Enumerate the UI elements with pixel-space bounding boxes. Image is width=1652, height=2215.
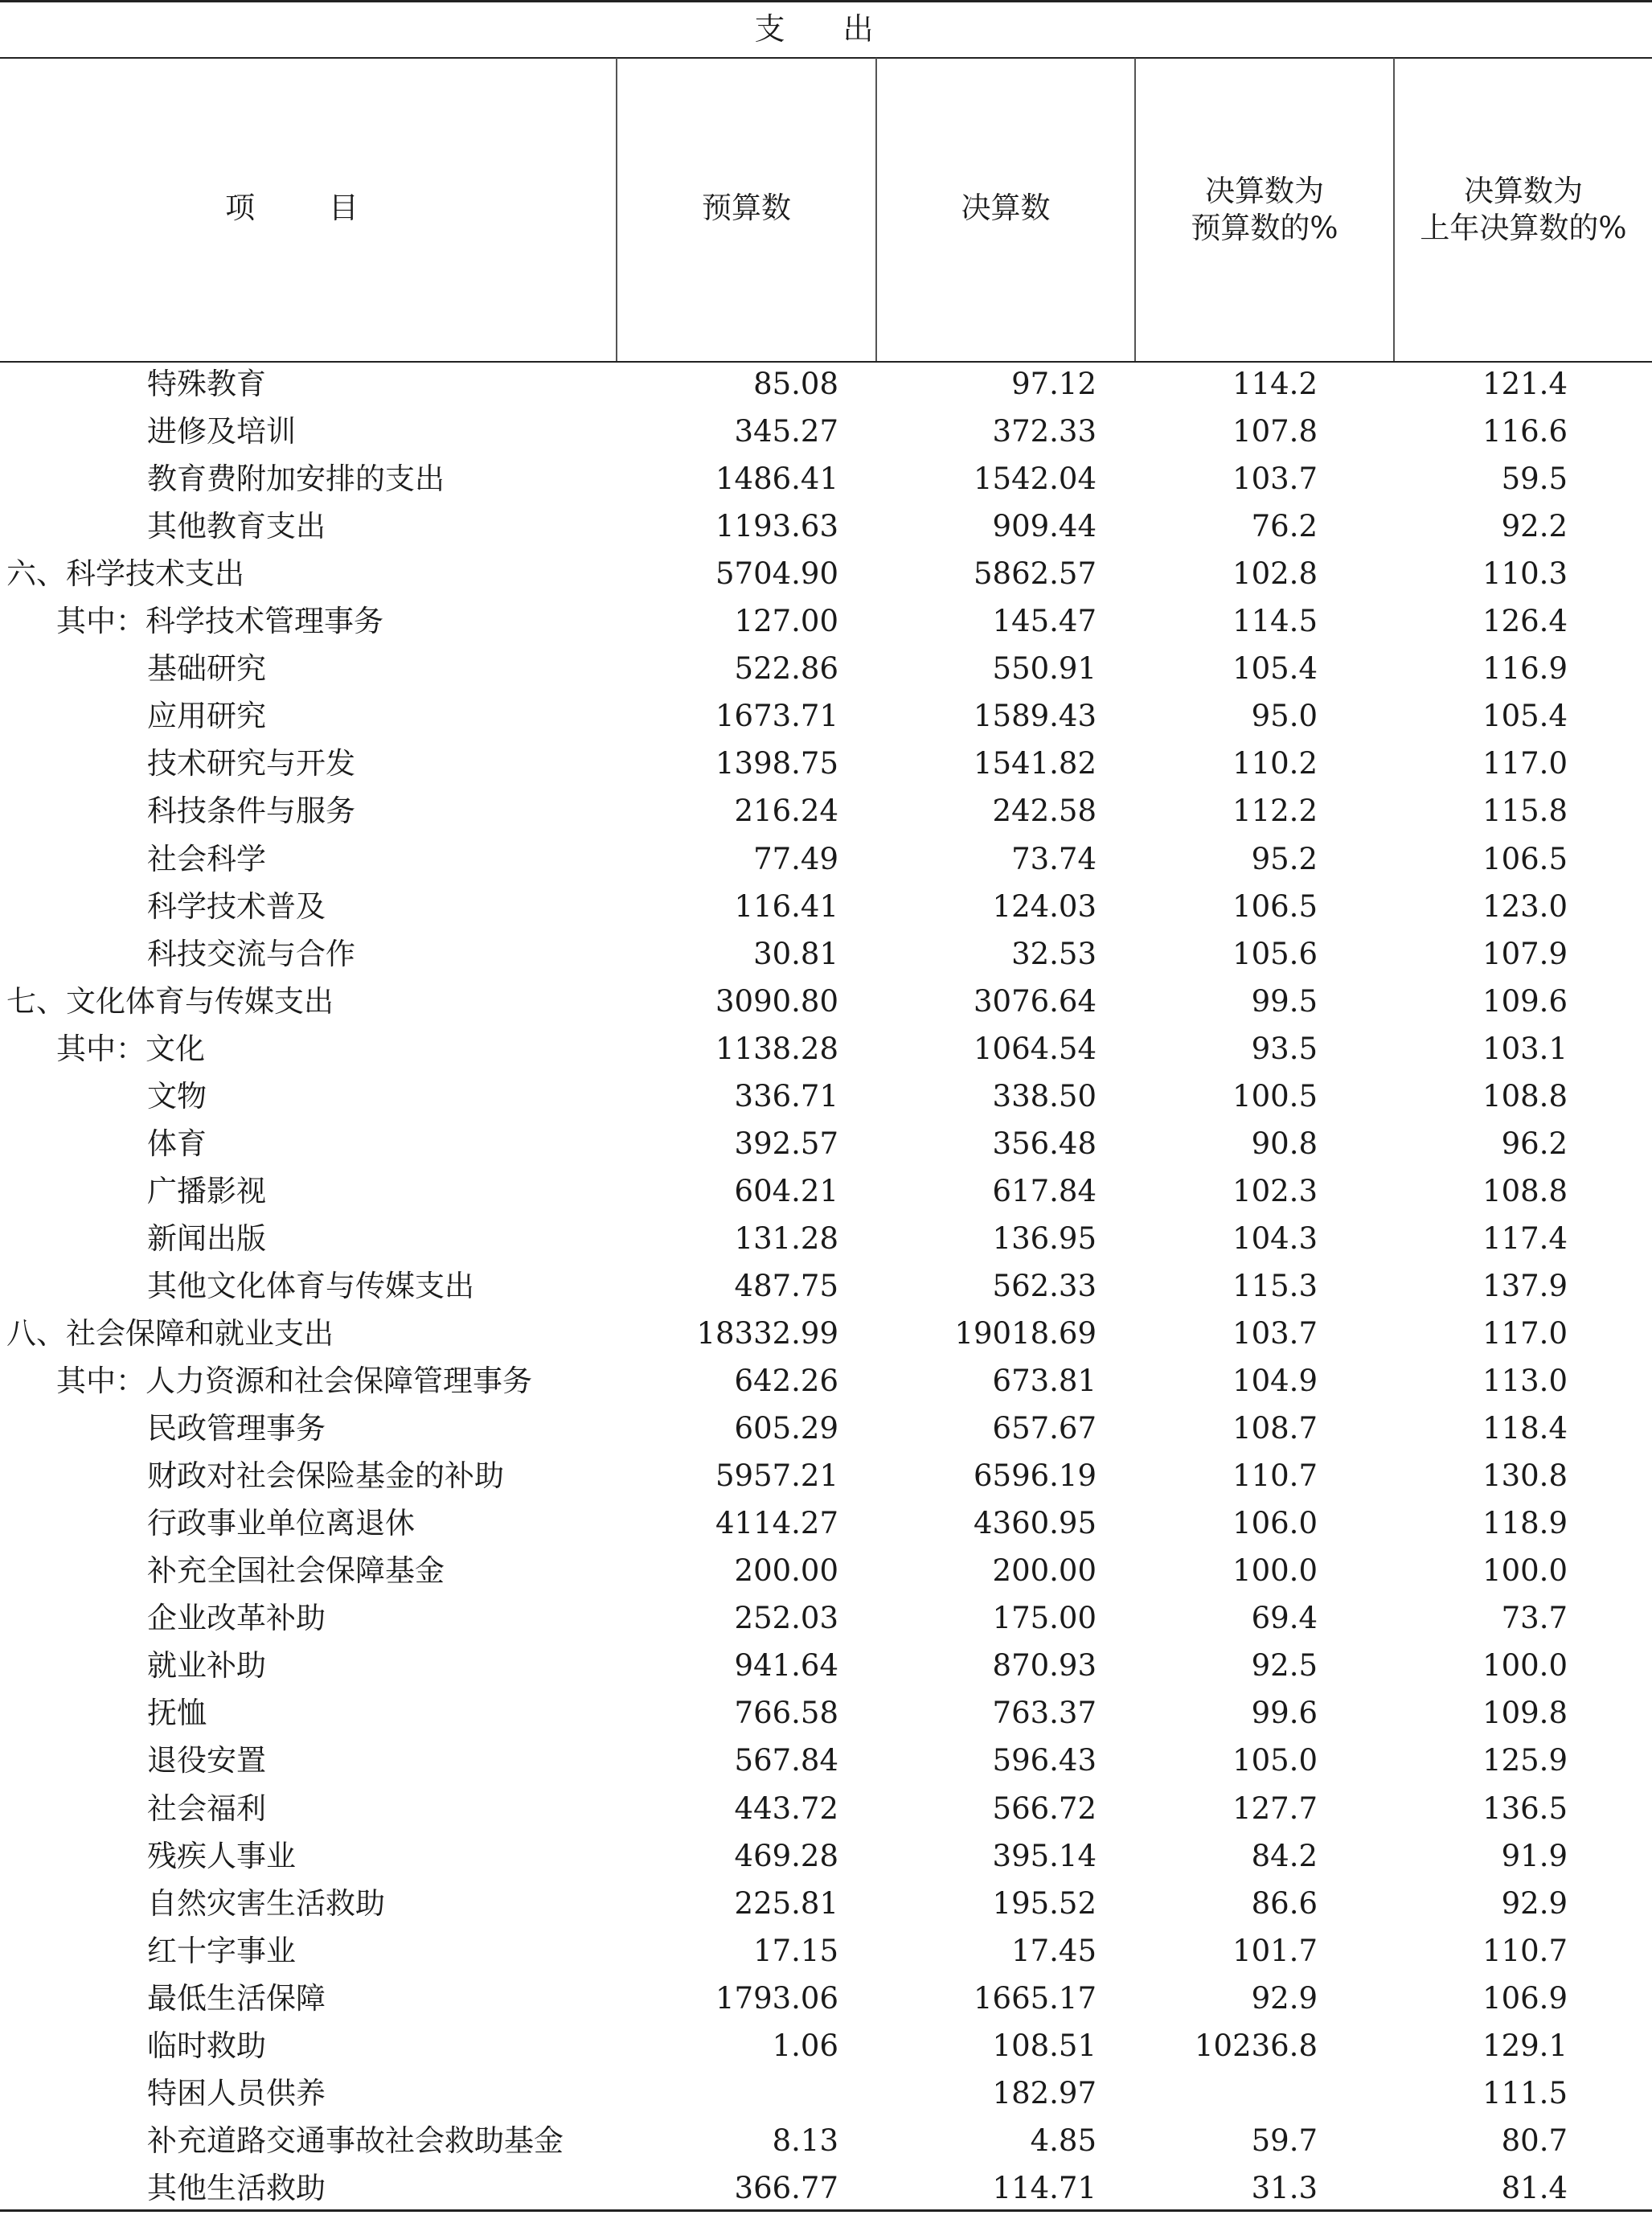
pct-budget-cell: 10236.8 [1194,2028,1318,2063]
table-row [0,978,1652,1025]
pct-budget-cell: 104.9 [1232,1364,1318,1399]
pct-budget-cell: 59.7 [1251,2123,1318,2158]
final-cell: 124.03 [992,888,1097,924]
table-row [0,883,1652,930]
pct-budget-cell: 110.7 [1232,1458,1318,1494]
table-row [0,1025,1652,1073]
final-cell: 73.74 [1011,841,1097,876]
final-cell: 673.81 [992,1364,1097,1399]
pct-budget-cell: 86.6 [1251,1885,1318,1921]
item-label: 基础研究 [147,651,266,687]
table-row [0,1405,1652,1452]
budget-cell: 1193.63 [715,509,838,544]
table-row [0,1499,1652,1547]
table-row [0,787,1652,835]
table-row [0,1357,1652,1405]
budget-cell: 1.06 [772,2028,838,2063]
table-row [0,550,1652,597]
pct-prev-cell: 123.0 [1482,888,1568,924]
item-label: 科技条件与服务 [147,794,355,829]
budget-cell: 1793.06 [715,1980,838,2016]
table-row [0,2117,1652,2164]
budget-cell: 200.00 [734,1553,838,1589]
budget-cell: 225.81 [734,1885,838,1921]
final-cell: 114.71 [992,2170,1097,2205]
pct-prev-cell: 91.9 [1501,1838,1568,1873]
item-label: 红十字事业 [147,1933,296,1968]
pct-budget-cell: 99.5 [1251,983,1318,1019]
item-label: 科学技术普及 [147,888,326,924]
table-row [0,502,1652,550]
budget-cell: 131.28 [734,1220,838,1256]
table-row [0,1452,1652,1499]
table-row [0,1880,1652,1927]
final-cell: 1665.17 [973,1980,1097,2016]
final-cell: 909.44 [992,509,1097,544]
pct-budget-cell: 106.5 [1232,888,1318,924]
table-title: 支 出 [754,11,898,47]
final-cell: 195.52 [992,1885,1097,1921]
pct-prev-cell: 100.0 [1482,1553,1568,1589]
budget-cell: 3090.80 [715,983,838,1019]
pct-budget-cell: 112.2 [1232,794,1318,829]
item-label: 文物 [147,1078,207,1114]
final-cell: 617.84 [992,1173,1097,1208]
table-row [0,2164,1652,2212]
final-cell: 338.50 [992,1078,1097,1114]
final-cell: 562.33 [992,1268,1097,1303]
pct-prev-cell: 103.1 [1482,1031,1568,1066]
table-row [0,930,1652,978]
final-cell: 200.00 [992,1553,1097,1589]
title-divider [0,57,1652,59]
item-label: 民政管理事务 [147,1411,326,1446]
pct-budget-cell: 92.9 [1251,1980,1318,2016]
final-cell: 1541.82 [973,746,1097,781]
table-row [0,692,1652,740]
pct-prev-cell: 137.9 [1482,1268,1568,1303]
pct-budget-cell: 90.8 [1251,1126,1318,1161]
final-cell: 175.00 [992,1601,1097,1636]
final-cell: 1064.54 [973,1031,1097,1066]
header-pct-budget-line2: 预算数的% [1191,211,1338,245]
final-cell: 242.58 [992,794,1097,829]
pct-prev-cell: 59.5 [1501,461,1568,497]
item-label: 广播影视 [147,1173,266,1208]
item-label: 特殊教育 [147,367,266,401]
table-row [0,408,1652,455]
budget-cell: 77.49 [753,841,838,876]
pct-prev-cell: 105.4 [1482,699,1568,734]
final-cell: 4360.95 [973,1506,1097,1541]
pct-prev-cell: 117.0 [1482,1316,1568,1351]
pct-budget-cell: 115.3 [1232,1268,1318,1303]
budget-cell: 4114.27 [715,1506,838,1541]
pct-budget-cell: 102.8 [1232,556,1318,592]
item-label: 临时救助 [147,2028,266,2063]
pct-budget-cell: 76.2 [1251,509,1318,544]
table-row [0,1737,1652,1784]
budget-cell: 216.24 [734,794,838,829]
item-label: 社会科学 [147,841,266,876]
item-label: 其中：人力资源和社会保障管理事务 [56,1364,532,1399]
pct-budget-cell: 105.0 [1232,1743,1318,1778]
final-cell: 566.72 [992,1790,1097,1826]
budget-cell: 5957.21 [715,1458,838,1494]
item-label: 自然灾害生活救助 [147,1885,385,1921]
pct-budget-cell: 95.0 [1251,699,1318,734]
item-label: 特困人员供养 [147,2075,326,2110]
pct-budget-cell: 104.3 [1232,1220,1318,1256]
item-label: 技术研究与开发 [147,746,355,781]
pct-prev-cell: 136.5 [1482,1790,1568,1826]
bottom-border [0,2209,1652,2212]
pct-budget-cell: 110.2 [1232,746,1318,781]
table-row [0,645,1652,692]
final-cell: 145.47 [992,604,1097,639]
budget-cell: 392.57 [734,1126,838,1161]
item-label: 就业补助 [147,1648,266,1684]
header-pct-prev-line1: 决算数为 [1464,174,1583,208]
table-row [0,2022,1652,2069]
item-label: 应用研究 [147,699,266,734]
final-cell: 395.14 [992,1838,1097,1873]
pct-budget-cell: 108.7 [1232,1411,1318,1446]
item-label: 其中：科学技术管理事务 [56,604,383,639]
budget-cell: 469.28 [734,1838,838,1873]
table-row [0,360,1652,408]
final-cell: 3076.64 [973,983,1097,1019]
item-label: 其他生活救助 [147,2170,326,2205]
final-cell: 108.51 [992,2028,1097,2063]
budget-cell: 1486.41 [715,461,838,497]
pct-budget-cell: 106.0 [1232,1506,1318,1541]
pct-prev-cell: 115.8 [1482,794,1568,829]
pct-prev-cell: 109.6 [1482,983,1568,1019]
pct-prev-cell: 116.9 [1482,651,1568,687]
item-label: 补充道路交通事故社会救助基金 [147,2123,564,2158]
pct-budget-cell: 92.5 [1251,1648,1318,1684]
table-row [0,597,1652,645]
budget-cell: 336.71 [734,1078,838,1114]
final-cell: 32.53 [1011,936,1097,971]
table-row [0,1547,1652,1594]
final-cell: 182.97 [992,2075,1097,2110]
item-label: 进修及培训 [147,414,296,449]
item-label: 八、社会保障和就业支出 [6,1316,334,1351]
budget-cell: 366.77 [734,2170,838,2205]
pct-prev-cell: 92.2 [1501,509,1568,544]
pct-prev-cell: 108.8 [1482,1173,1568,1208]
pct-budget-cell: 100.5 [1232,1078,1318,1114]
item-label: 六、科学技术支出 [6,556,244,592]
pct-prev-cell: 111.5 [1482,2075,1568,2110]
budget-cell: 252.03 [734,1601,838,1636]
final-cell: 136.95 [992,1220,1097,1256]
pct-prev-cell: 121.4 [1482,367,1568,401]
pct-budget-cell: 127.7 [1232,1790,1318,1826]
pct-budget-cell: 31.3 [1251,2170,1318,2205]
pct-budget-cell: 114.2 [1232,367,1318,401]
budget-cell: 8.13 [772,2123,838,2158]
item-label: 新闻出版 [147,1220,266,1256]
final-cell: 4.85 [1030,2123,1097,2158]
header-pct-prev-line2: 上年决算数的% [1420,211,1627,245]
final-cell: 372.33 [992,414,1097,449]
budget-cell: 766.58 [734,1696,838,1731]
pct-budget-cell: 103.7 [1232,461,1318,497]
table-row [0,1785,1652,1832]
budget-cell: 1138.28 [715,1031,838,1066]
item-label: 科技交流与合作 [147,936,355,971]
item-label: 七、文化体育与传媒支出 [6,983,334,1019]
budget-cell: 30.81 [753,936,838,971]
pct-budget-cell: 105.4 [1232,651,1318,687]
final-cell: 657.67 [992,1411,1097,1446]
table-row [0,1215,1652,1262]
table-row [0,1310,1652,1357]
table-row [0,1927,1652,1975]
table-row [0,2069,1652,2117]
final-cell: 356.48 [992,1126,1097,1161]
item-label: 残疾人事业 [147,1838,296,1873]
item-label: 教育费附加安排的支出 [147,461,445,497]
pct-budget-cell: 102.3 [1232,1173,1318,1208]
table-row [0,1262,1652,1310]
item-label: 最低生活保障 [147,1980,326,2016]
final-cell: 1542.04 [973,461,1097,497]
budget-cell: 1398.75 [715,746,838,781]
pct-prev-cell: 92.9 [1501,1885,1568,1921]
final-cell: 19018.69 [954,1316,1097,1351]
table-row [0,1642,1652,1689]
budget-cell: 567.84 [734,1743,838,1778]
item-label: 体育 [147,1126,207,1161]
budget-cell: 487.75 [734,1268,838,1303]
pct-prev-cell: 100.0 [1482,1648,1568,1684]
budget-cell: 605.29 [734,1411,838,1446]
table-row [0,1073,1652,1120]
pct-budget-cell: 101.7 [1232,1933,1318,1968]
pct-prev-cell: 80.7 [1501,2123,1568,2158]
item-label: 抚恤 [147,1696,207,1731]
pct-prev-cell: 118.9 [1482,1506,1568,1541]
header-pct-budget [1136,173,1393,247]
pct-budget-cell: 100.0 [1232,1553,1318,1589]
pct-budget-cell: 95.2 [1251,841,1318,876]
pct-budget-cell: 99.6 [1251,1696,1318,1731]
item-label: 退役安置 [147,1743,266,1778]
pct-prev-cell: 126.4 [1482,604,1568,639]
item-label: 企业改革补助 [147,1601,326,1636]
item-label: 行政事业单位离退休 [147,1506,415,1541]
table-row [0,1167,1652,1215]
final-cell: 5862.57 [973,556,1097,592]
pct-budget-cell: 93.5 [1251,1031,1318,1066]
budget-cell: 17.15 [753,1933,838,1968]
pct-prev-cell: 73.7 [1501,1601,1568,1636]
pct-prev-cell: 106.5 [1482,841,1568,876]
pct-prev-cell: 129.1 [1482,2028,1568,2063]
final-cell: 870.93 [992,1648,1097,1684]
budget-cell: 85.08 [753,367,838,401]
budget-cell: 345.27 [734,414,838,449]
pct-prev-cell: 130.8 [1482,1458,1568,1494]
table-row [0,1120,1652,1167]
final-cell: 596.43 [992,1743,1097,1778]
item-label: 补充全国社会保障基金 [147,1553,445,1589]
final-cell: 6596.19 [973,1458,1097,1494]
pct-prev-cell: 113.0 [1482,1364,1568,1399]
pct-prev-cell: 81.4 [1501,2170,1568,2205]
budget-cell: 1673.71 [715,699,838,734]
pct-prev-cell: 108.8 [1482,1078,1568,1114]
budget-cell: 522.86 [734,651,838,687]
pct-prev-cell: 110.7 [1482,1933,1568,1968]
budget-cell: 116.41 [734,888,838,924]
item-label: 社会福利 [147,1790,266,1826]
table-row [0,455,1652,502]
item-label: 其中：文化 [56,1031,205,1066]
pct-prev-cell: 109.8 [1482,1696,1568,1731]
header-final: 决算数 [961,191,1051,225]
table-row [0,1594,1652,1642]
table-row [0,1832,1652,1880]
item-label: 财政对社会保险基金的补助 [147,1458,504,1494]
final-cell: 17.45 [1011,1933,1097,1968]
pct-budget-cell: 105.6 [1232,936,1318,971]
pct-prev-cell: 96.2 [1501,1126,1568,1161]
budget-cell: 18332.99 [696,1316,838,1351]
budget-cell: 604.21 [734,1173,838,1208]
pct-budget-cell: 114.5 [1232,604,1318,639]
header-budget: 预算数 [702,191,791,225]
table-row [0,1975,1652,2022]
final-cell: 763.37 [992,1696,1097,1731]
pct-budget-cell: 107.8 [1232,414,1318,449]
pct-budget-cell: 84.2 [1251,1838,1318,1873]
item-label: 其他文化体育与传媒支出 [147,1268,474,1303]
final-cell: 97.12 [1011,367,1097,401]
header-pct-prev [1395,173,1652,247]
final-cell: 1589.43 [973,699,1097,734]
pct-prev-cell: 118.4 [1482,1411,1568,1446]
pct-prev-cell: 125.9 [1482,1743,1568,1778]
pct-prev-cell: 107.9 [1482,936,1568,971]
budget-cell: 642.26 [734,1364,838,1399]
budget-cell: 5704.90 [715,556,838,592]
pct-prev-cell: 117.4 [1482,1220,1568,1256]
item-label: 其他教育支出 [147,509,326,544]
table-row [0,1689,1652,1737]
budget-cell: 941.64 [734,1648,838,1684]
pct-prev-cell: 117.0 [1482,746,1568,781]
header-item: 项 目 [225,191,391,225]
header-pct-budget-line1: 决算数为 [1205,174,1324,208]
final-cell: 550.91 [992,651,1097,687]
pct-prev-cell: 106.9 [1482,1980,1568,2016]
pct-prev-cell: 110.3 [1482,556,1568,592]
table-row [0,835,1652,883]
table-row [0,740,1652,787]
pct-budget-cell: 69.4 [1251,1601,1318,1636]
budget-cell: 127.00 [734,604,838,639]
pct-prev-cell: 116.6 [1482,414,1568,449]
budget-cell: 443.72 [734,1790,838,1826]
pct-budget-cell: 103.7 [1232,1316,1318,1351]
